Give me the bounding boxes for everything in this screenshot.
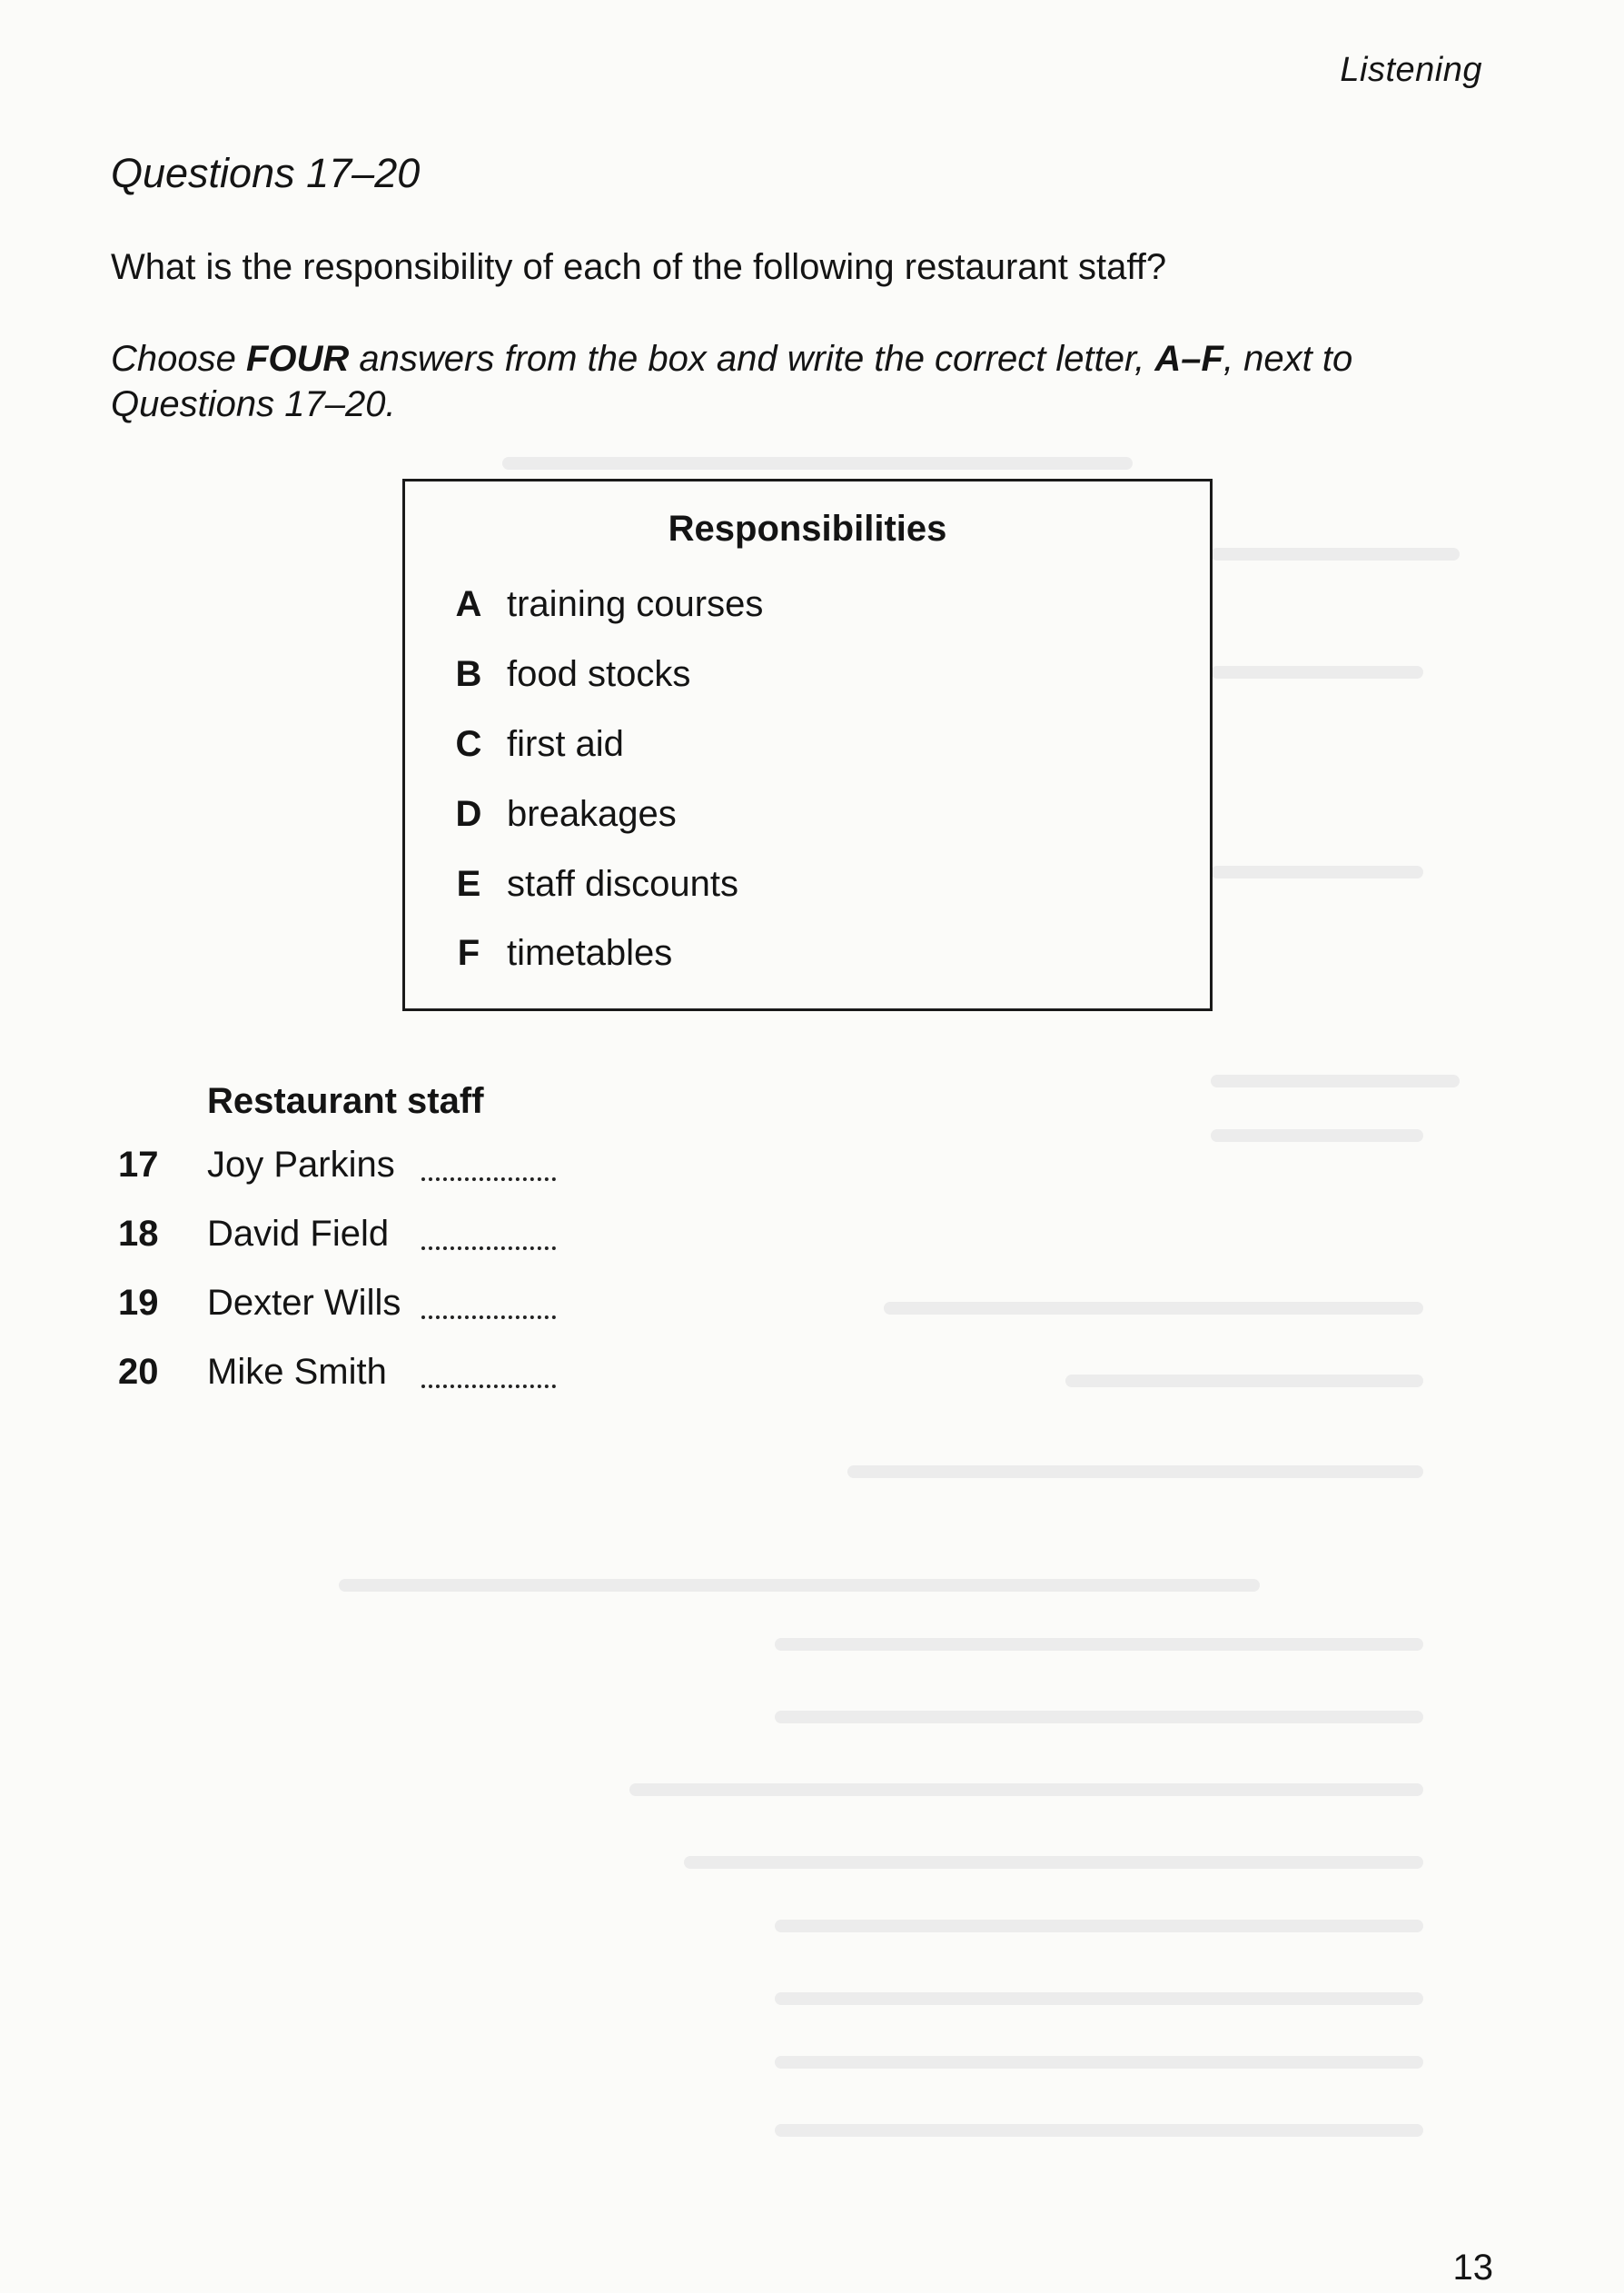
staff-question-row [118,1206,556,1261]
answer-blank[interactable] [421,1230,556,1250]
responsibility-option [432,857,738,911]
staff-name: Dexter Wills [207,1282,401,1323]
responsibility-option [432,787,677,841]
responsibility-option [432,926,672,980]
option-text: timetables [507,932,673,973]
instruction-emphasis: A–F [1154,339,1223,379]
staff-name: Joy Parkins [207,1144,395,1185]
staff-question-row [118,1137,556,1192]
question-number: 18 [118,1213,159,1254]
questions-heading: Questions 17–20 [111,150,421,196]
responsibility-option [432,717,624,771]
option-letter: E [456,863,481,904]
option-text: food stocks [507,653,691,694]
question-instruction [111,336,1382,427]
option-text: staff discounts [507,863,738,904]
option-letter: B [455,653,482,694]
option-text: breakages [507,793,677,834]
option-text: first aid [507,723,624,764]
option-letter: D [455,793,482,834]
option-letter: F [457,932,480,973]
option-letter: A [455,583,482,624]
instruction-text: , next to Questions 17–20. [111,339,1353,424]
question-number: 17 [118,1144,159,1185]
responsibility-option [432,577,763,631]
section-label: Listening [1340,51,1482,89]
option-letter: C [455,723,482,764]
question-number: 19 [118,1282,159,1323]
page-number: 13 [1452,2248,1493,2288]
answer-blank[interactable] [421,1368,556,1388]
staff-name: David Field [207,1213,390,1254]
responsibilities-title: Responsibilities [668,509,947,549]
option-text: training courses [507,583,764,624]
question-number: 20 [118,1351,159,1392]
staff-question-row [118,1276,556,1330]
question-prompt: What is the responsibility of each of the following restaurant staff? [111,247,1167,287]
instruction-emphasis: FOUR [245,339,350,379]
staff-heading: Restaurant staff [207,1081,484,1121]
answer-blank[interactable] [421,1299,556,1319]
answer-blank[interactable] [421,1161,556,1181]
responsibilities-box [402,479,1213,1011]
instruction-text: Choose [111,339,246,379]
staff-question-row [118,1345,556,1399]
responsibility-option [432,647,690,701]
staff-name: Mike Smith [207,1351,387,1392]
instruction-text: answers from the box and write the correct letter, [349,339,1155,379]
